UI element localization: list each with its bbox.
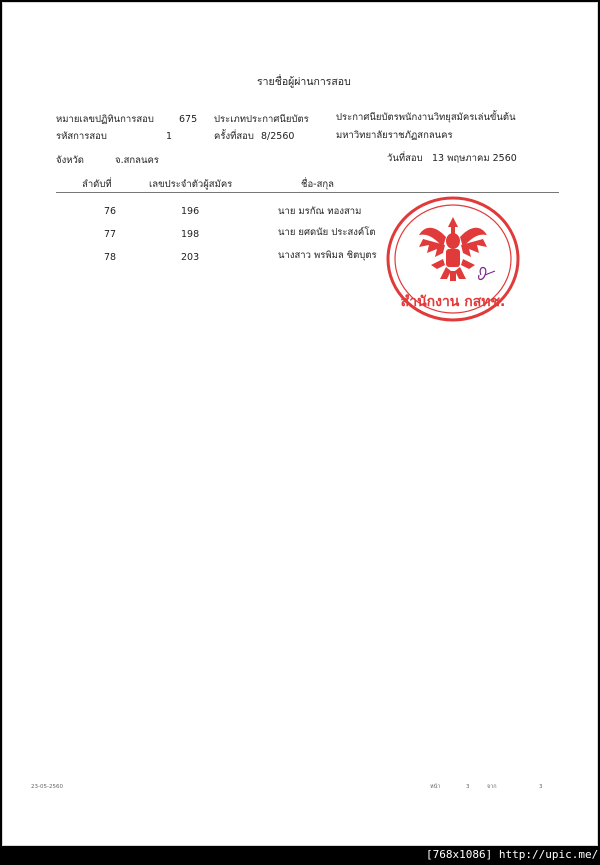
- row-3-no: 78: [104, 252, 117, 263]
- document-page: [2, 2, 598, 846]
- document-title: รายชื่อผู้ผ่านการสอบ: [257, 76, 351, 88]
- row-3-applicant-id: 203: [181, 252, 200, 263]
- exam-date-value: 13 พฤษภาคม 2560: [432, 153, 517, 164]
- footer-page-current: 3: [466, 784, 470, 790]
- header-divider: [56, 192, 559, 193]
- exam-code-value: 675: [179, 114, 198, 125]
- column-header-name: ชื่อ-สกุล: [301, 179, 334, 190]
- round-label: ครั้งที่สอบ: [214, 131, 254, 142]
- footer-page-total: 3: [539, 784, 543, 790]
- signature-mark: [479, 268, 495, 280]
- stamp-text: สำนักงาน กสทช.: [400, 294, 506, 310]
- exam-date-label: วันที่สอบ: [387, 153, 423, 164]
- subject-code-value: 1: [166, 131, 173, 142]
- footer-date: 23-05-2560: [31, 784, 63, 790]
- cert-type-label: ประเภทประกาศนียบัตร: [214, 114, 309, 125]
- exam-code-label: หมายเลขปฏิทินการสอบ: [56, 114, 154, 125]
- column-header-no: ลำดับที่: [82, 179, 112, 190]
- subject-code-label: รหัสการสอบ: [56, 131, 107, 142]
- province-label: จังหวัด: [56, 155, 84, 166]
- row-2-name: นาย ยศดนัย ประสงค์โต: [278, 227, 376, 238]
- province-value: จ.สกลนคร: [115, 155, 159, 166]
- row-1-no: 76: [104, 206, 117, 217]
- footer-page-of: จาก: [487, 784, 497, 790]
- column-header-applicant-id: เลขประจำตัวผู้สมัคร: [149, 179, 233, 190]
- garuda-emblem-icon: [419, 217, 487, 281]
- row-1-name: นาย มรกัณ ทองสาม: [278, 206, 362, 217]
- image-size-caption: [768x1086] http://upic.me/: [426, 848, 599, 861]
- cert-name-line-2: มหาวิทยาลัยราชภัฏสกลนคร: [336, 130, 453, 141]
- row-3-name: นางสาว พรพิมล ชิตบุตร: [278, 250, 377, 261]
- cert-name-line-1: ประกาศนียบัตรพนักงานวิทยุสมัครเล่นขั้นต้น: [336, 112, 516, 123]
- office-seal-stamp: [385, 195, 521, 323]
- row-1-applicant-id: 196: [181, 206, 200, 217]
- round-value: 8/2560: [261, 131, 295, 142]
- row-2-no: 77: [104, 229, 117, 240]
- footer-page-label: หน้า: [430, 784, 441, 790]
- row-2-applicant-id: 198: [181, 229, 200, 240]
